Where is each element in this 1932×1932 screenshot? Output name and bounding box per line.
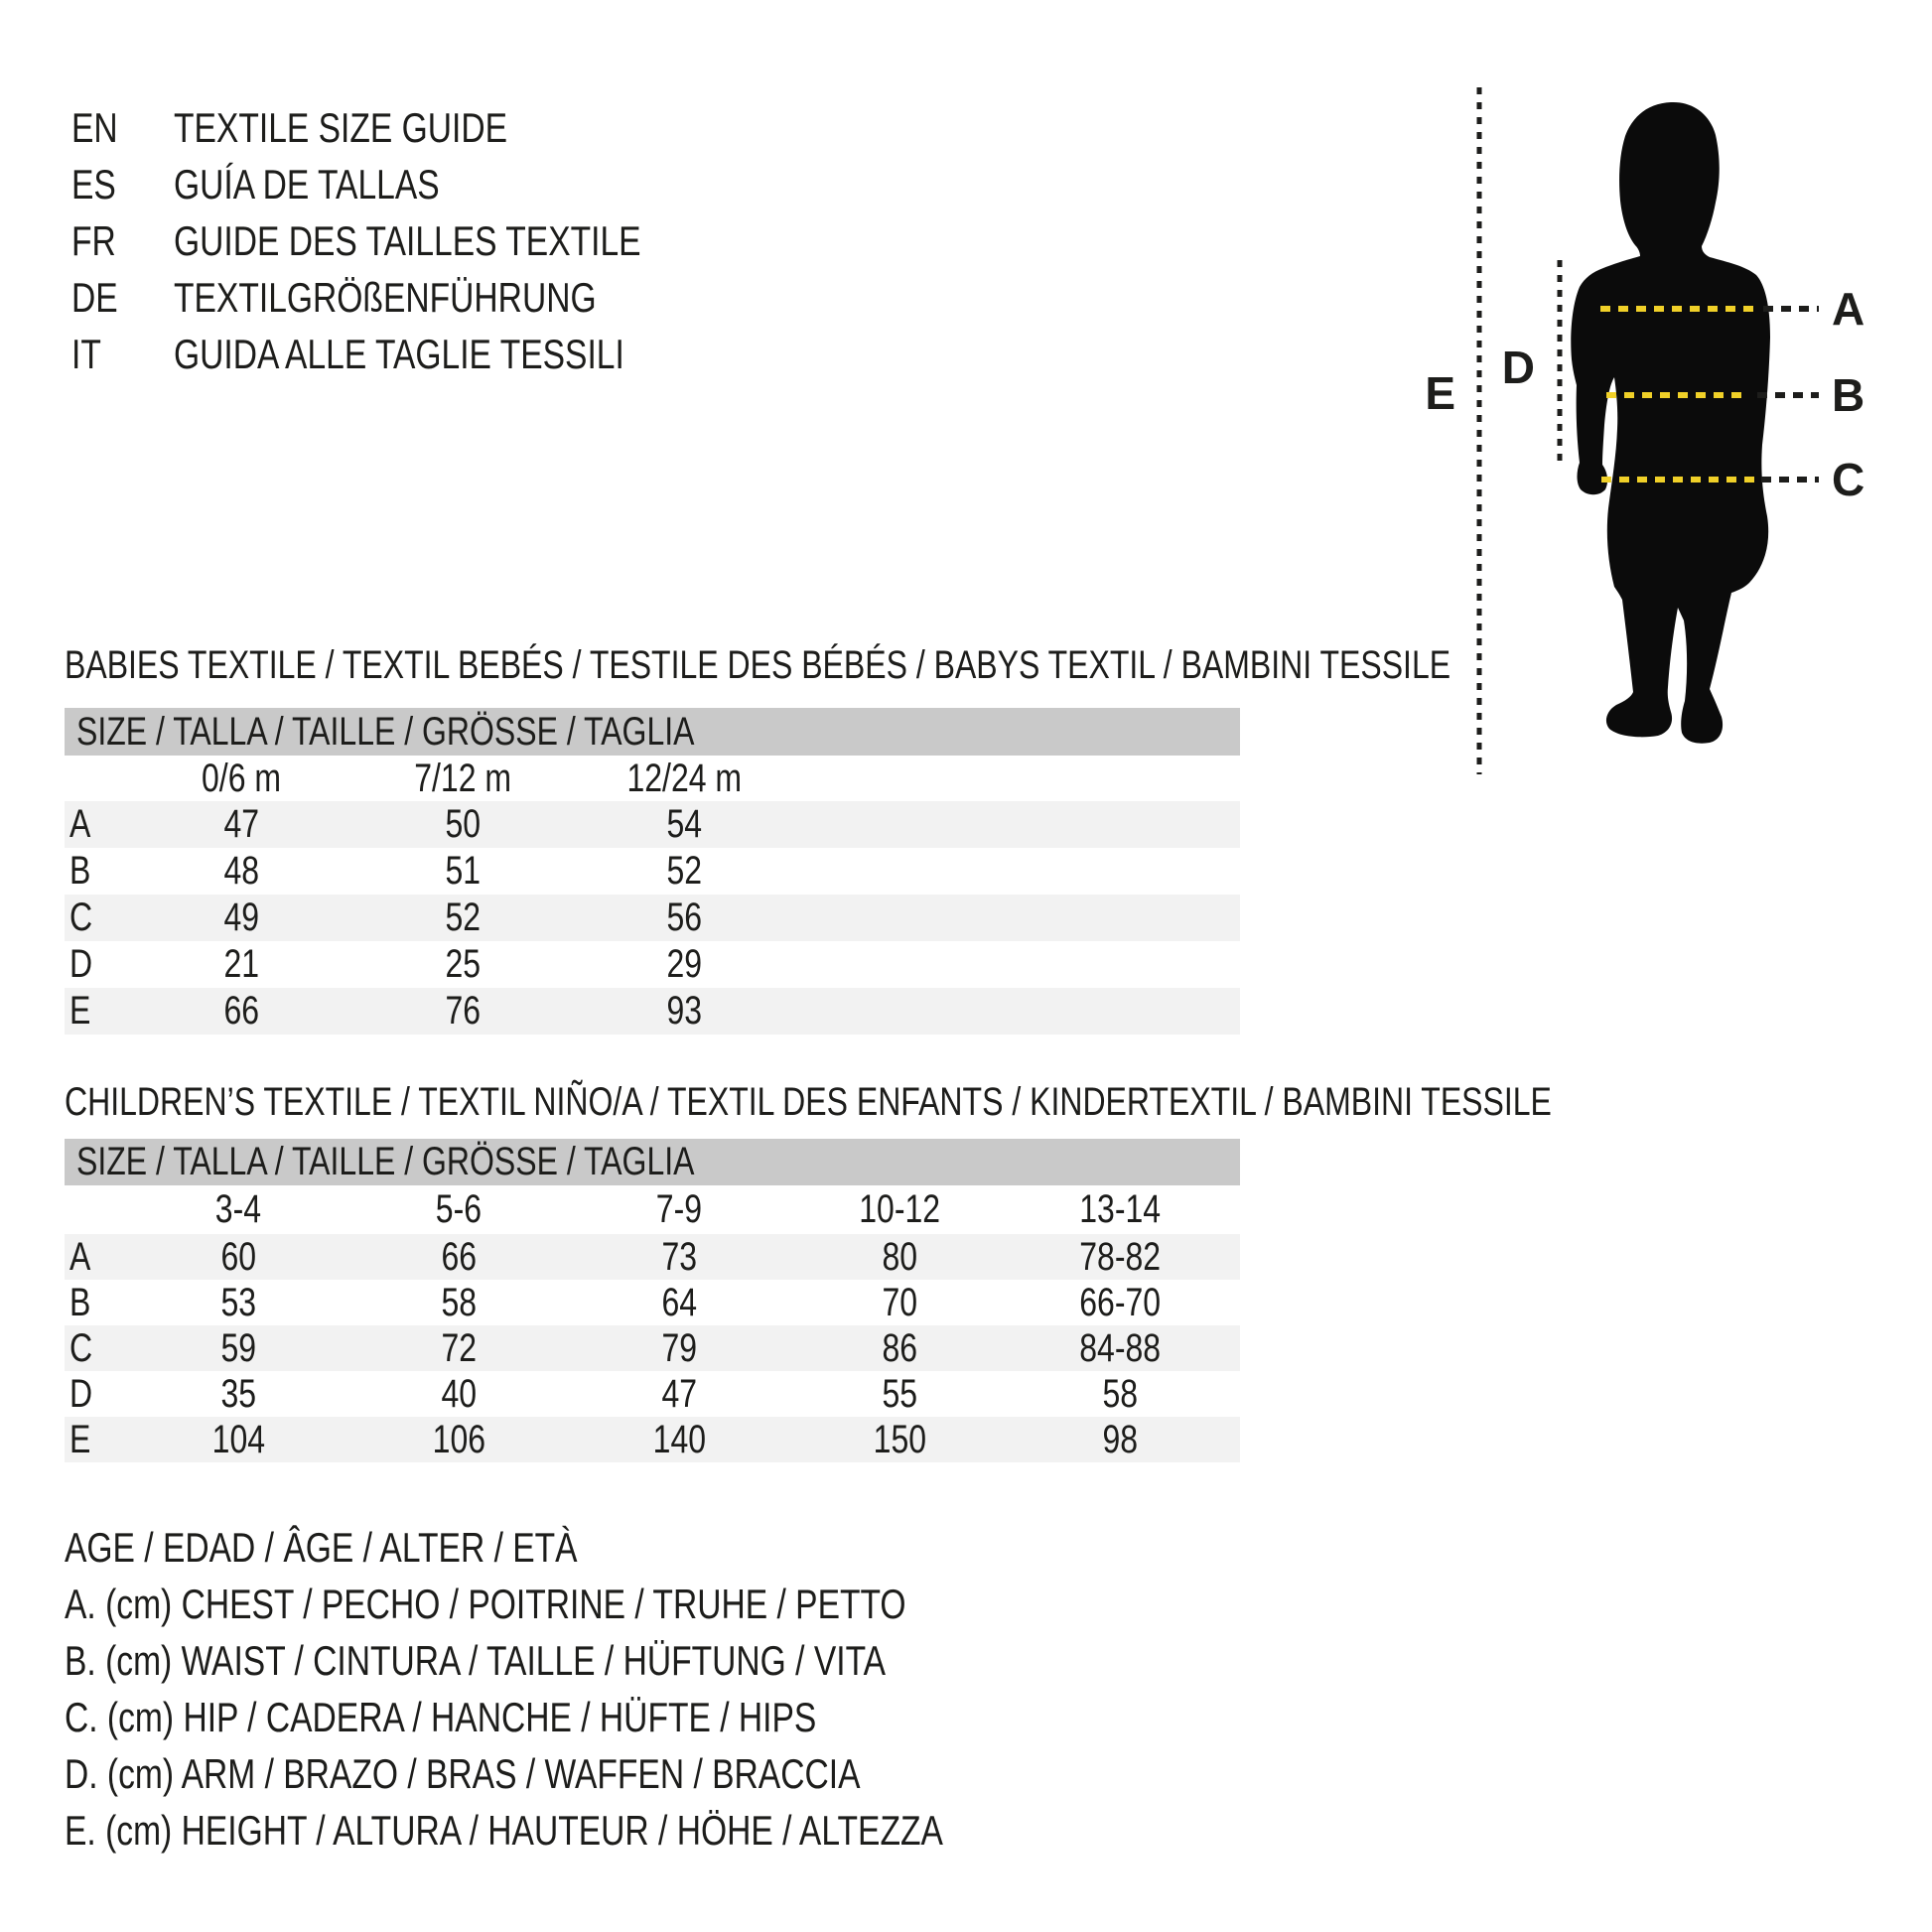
language-code: ES (71, 161, 116, 207)
legend-line-chest: A. (cm) CHEST / PECHO / POITRINE / TRUHE / PETTO (65, 1581, 906, 1627)
table-cell: 98 (1102, 1418, 1138, 1461)
column-header: 13-14 (1079, 1187, 1161, 1231)
table-row (65, 1280, 1240, 1325)
table-cell: 66 (441, 1235, 477, 1279)
table-cell: 52 (445, 896, 481, 939)
babies-size-header-bar: SIZE / TALLA / TAILLE / GRÖSSE / TAGLIA (65, 708, 1240, 756)
table-cell: 60 (220, 1235, 256, 1279)
table-cell: 48 (223, 849, 259, 893)
children-size-header-bar: SIZE / TALLA / TAILLE / GRÖSSE / TAGLIA (65, 1139, 1240, 1185)
row-label: D (69, 942, 93, 986)
column-header: 12/24 m (626, 757, 742, 800)
column-header: 7/12 m (414, 757, 511, 800)
table-cell: 86 (882, 1326, 917, 1370)
language-code: IT (71, 331, 101, 377)
legend-line-hip: C. (cm) HIP / CADERA / HANCHE / HÜFTE / HIPS (65, 1694, 817, 1740)
table-cell: 56 (666, 896, 702, 939)
figure-label-e: E (1425, 367, 1455, 419)
table-row (65, 941, 1240, 988)
figure-label-b: B (1832, 369, 1865, 421)
babies-section-heading: BABIES TEXTILE / TEXTIL BEBÉS / TESTILE DES BÉBÉS / BABYS TEXTIL / BAMBINI TESSILE (65, 643, 1451, 687)
table-cell: 58 (1102, 1372, 1138, 1416)
table-cell: 35 (220, 1372, 256, 1416)
table-row (65, 848, 1240, 895)
children-section-heading: CHILDREN’S TEXTILE / TEXTIL NIÑO/A / TEXTIL DES ENFANTS / KINDERTEXTIL / BAMBINI TESSILE (65, 1080, 1552, 1124)
table-cell: 59 (220, 1326, 256, 1370)
babies-size-table (65, 708, 1240, 1035)
table-row (65, 1234, 1240, 1280)
table-cell: 55 (882, 1372, 917, 1416)
legend-line-waist: B. (cm) WAIST / CINTURA / TAILLE / HÜFTUNG / VITA (65, 1637, 887, 1684)
table-cell: 66 (223, 989, 259, 1033)
table-row (65, 1325, 1240, 1371)
legend-line-height: E. (cm) HEIGHT / ALTURA / HAUTEUR / HÖHE / ALTEZZA (65, 1807, 943, 1854)
column-header: 7-9 (655, 1187, 703, 1231)
guide-title-de: TEXTILGRÖßENFÜHRUNG (174, 274, 597, 321)
table-cell: 140 (652, 1418, 706, 1461)
table-cell: 53 (220, 1281, 256, 1324)
column-header: 3-4 (214, 1187, 262, 1231)
language-code: FR (71, 217, 116, 264)
table-cell: 21 (223, 942, 259, 986)
table-cell: 78-82 (1079, 1235, 1161, 1279)
table-cell: 84-88 (1079, 1326, 1161, 1370)
figure-label-c: C (1832, 454, 1865, 505)
column-header: 10-12 (859, 1187, 940, 1231)
table-cell: 76 (445, 989, 481, 1033)
table-cell: 80 (882, 1235, 917, 1279)
row-label: A (69, 802, 91, 846)
table-cell: 66-70 (1079, 1281, 1161, 1324)
legend-line-age: AGE / EDAD / ÂGE / ALTER / ETÀ (65, 1524, 578, 1571)
row-label: D (69, 1372, 93, 1416)
language-code: DE (71, 274, 118, 321)
children-size-table (65, 1139, 1240, 1462)
table-cell: 49 (223, 896, 259, 939)
table-cell: 58 (441, 1281, 477, 1324)
table-row (65, 988, 1240, 1035)
language-code: EN (71, 104, 118, 151)
row-label: C (69, 1326, 93, 1370)
table-cell: 73 (661, 1235, 697, 1279)
figure-label-a: A (1832, 283, 1865, 335)
table-row (65, 895, 1240, 941)
row-label: B (69, 1281, 91, 1324)
table-cell: 72 (441, 1326, 477, 1370)
legend-line-arm: D. (cm) ARM / BRAZO / BRAS / WAFFEN / BRACCIA (65, 1750, 861, 1797)
table-cell: 50 (445, 802, 481, 846)
table-cell: 47 (223, 802, 259, 846)
guide-title-it: GUIDA ALLE TAGLIE TESSILI (174, 331, 624, 377)
figure-label-d: D (1501, 342, 1535, 393)
column-header: 5-6 (435, 1187, 483, 1231)
column-header: 0/6 m (201, 757, 282, 800)
measurement-legend (65, 1519, 1163, 1859)
table-cell: 106 (432, 1418, 485, 1461)
children-column-headers (65, 1185, 1240, 1234)
row-label: C (69, 896, 93, 939)
table-cell: 64 (661, 1281, 697, 1324)
table-cell: 104 (211, 1418, 265, 1461)
table-cell: 51 (445, 849, 481, 893)
guide-title-es: GUÍA DE TALLAS (174, 161, 440, 207)
table-cell: 79 (661, 1326, 697, 1370)
table-row (65, 1417, 1240, 1462)
table-cell: 54 (666, 802, 702, 846)
guide-title-fr: GUIDE DES TAILLES TEXTILE (174, 217, 641, 264)
row-label: E (69, 1418, 91, 1461)
table-cell: 150 (873, 1418, 926, 1461)
row-label: E (69, 989, 91, 1033)
table-row (65, 1371, 1240, 1417)
babies-column-headers (65, 756, 1240, 801)
table-cell: 25 (445, 942, 481, 986)
row-label: A (69, 1235, 91, 1279)
table-cell: 47 (661, 1372, 697, 1416)
table-row (65, 801, 1240, 848)
table-cell: 52 (666, 849, 702, 893)
table-cell: 29 (666, 942, 702, 986)
guide-title-en: TEXTILE SIZE GUIDE (174, 104, 508, 151)
table-cell: 70 (882, 1281, 917, 1324)
table-cell: 93 (666, 989, 702, 1033)
table-cell: 40 (441, 1372, 477, 1416)
row-label: B (69, 849, 91, 893)
